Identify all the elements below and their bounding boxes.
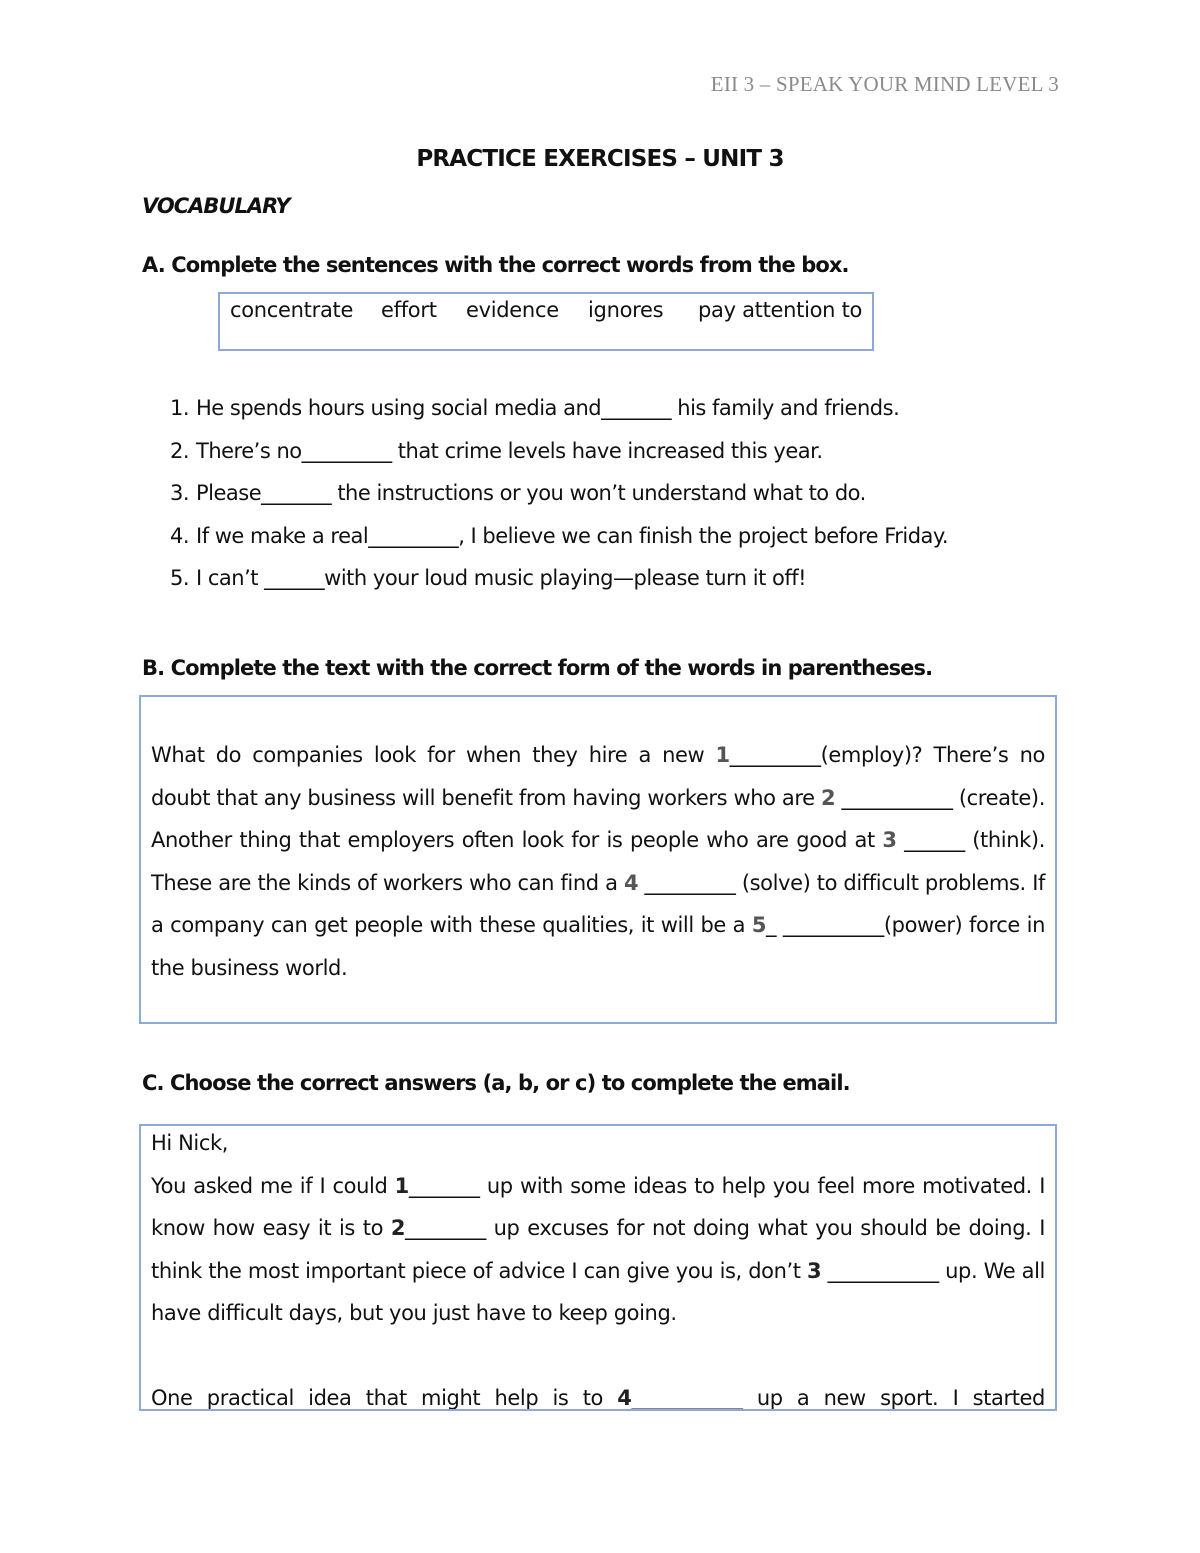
course-header: EII 3 – SPEAK YOUR MIND LEVEL 3 [710,72,1059,96]
section-label-vocabulary: VOCABULARY [142,194,290,218]
text-segment: ______ (think). These are the kinds of workers who can find a [151,828,1045,895]
email-paragraph-2 [151,1377,1045,1411]
text-segment: ___________ up a new sport. I started [631,1386,1045,1410]
email-greeting: Hi Nick, [151,1131,229,1155]
email-box [139,1124,1057,1411]
paragraph-b [151,734,1045,990]
word-box-item: effort [381,298,437,322]
word-box [218,292,874,351]
word-box-item: pay attention to [698,298,863,322]
email-paragraph-1 [151,1165,1045,1335]
section-c-instruction: C. Choose the correct answers (a, b, or c) to complete the email. [142,1071,850,1095]
word-box-item: ignores [588,298,664,322]
text-segment: ________ up excuses for not doing what you should be doing. I think the most important piece of advice I can give you is, don’t [151,1216,1045,1283]
page-title: PRACTICE EXERCISES – UNIT 3 [416,146,784,172]
text-segment: _ __________(power) force in the business world. [151,913,1045,980]
sentence-number: 4. [170,523,190,548]
section-a-instruction: A. Complete the sentences with the correct words from the box. [142,253,849,277]
text-segment: _________ (solve) to difficult problems. If a company can get people with these qualities, it will be a [151,870,1045,938]
blank-number: 4 [617,1386,632,1410]
sentence-item [170,566,1050,609]
text-segment: ___________ up. We all have difficult days, but you just have to keep going. [151,1258,1045,1326]
sentence-text: I can’t ______with your loud music playing—please turn it off! [196,566,807,590]
sentence-item [170,481,1050,524]
blank-number: 2 [820,785,836,810]
blank-number: 1 [394,1173,409,1198]
blank-number: 1 [715,743,730,767]
sentence-list [170,396,1050,609]
word-box-item: evidence [466,298,559,322]
sentence-number: 3. [170,481,190,505]
text-box-b [139,695,1057,1024]
sentence-item [170,439,1050,482]
word-box-item: concentrate [230,298,354,322]
blank-number: 3 [882,828,897,853]
sentence-number: 5. [170,566,190,590]
text-segment: What do companies look for when they hire a new [151,743,716,767]
sentence-item [170,396,1050,439]
text-segment: ___________ (create). Another thing that employers often look for is people who are good at [151,785,1045,853]
sentence-number: 2. [170,438,190,463]
text-segment: One practical idea that might help is to [151,1386,618,1410]
sentence-text: If we make a real_________, I believe we can finish the project before Friday. [196,523,949,548]
text-segment: _________(employ)? There’s no doubt that any business will benefit from having workers who are [151,743,1045,810]
sentence-text: He spends hours using social media and_______ his family and friends. [196,396,900,420]
section-b-instruction: B. Complete the text with the correct form of the words in parentheses. [142,656,933,680]
text-segment: _______ up with some ideas to help you feel more motivated. I know how easy it is to [151,1173,1045,1241]
sentence-text: There’s no_________ that crime levels have increased this year. [196,438,823,463]
blank-number: 3 [807,1258,822,1283]
sentence-text: Please_______ the instructions or you won’t understand what to do. [196,481,866,505]
sentence-item [170,524,1050,567]
sentence-number: 1. [170,396,190,420]
blank-number: 5 [751,913,767,938]
text-segment: You asked me if I could [151,1173,395,1198]
blank-number: 4 [623,870,639,895]
blank-number: 2 [390,1216,406,1241]
